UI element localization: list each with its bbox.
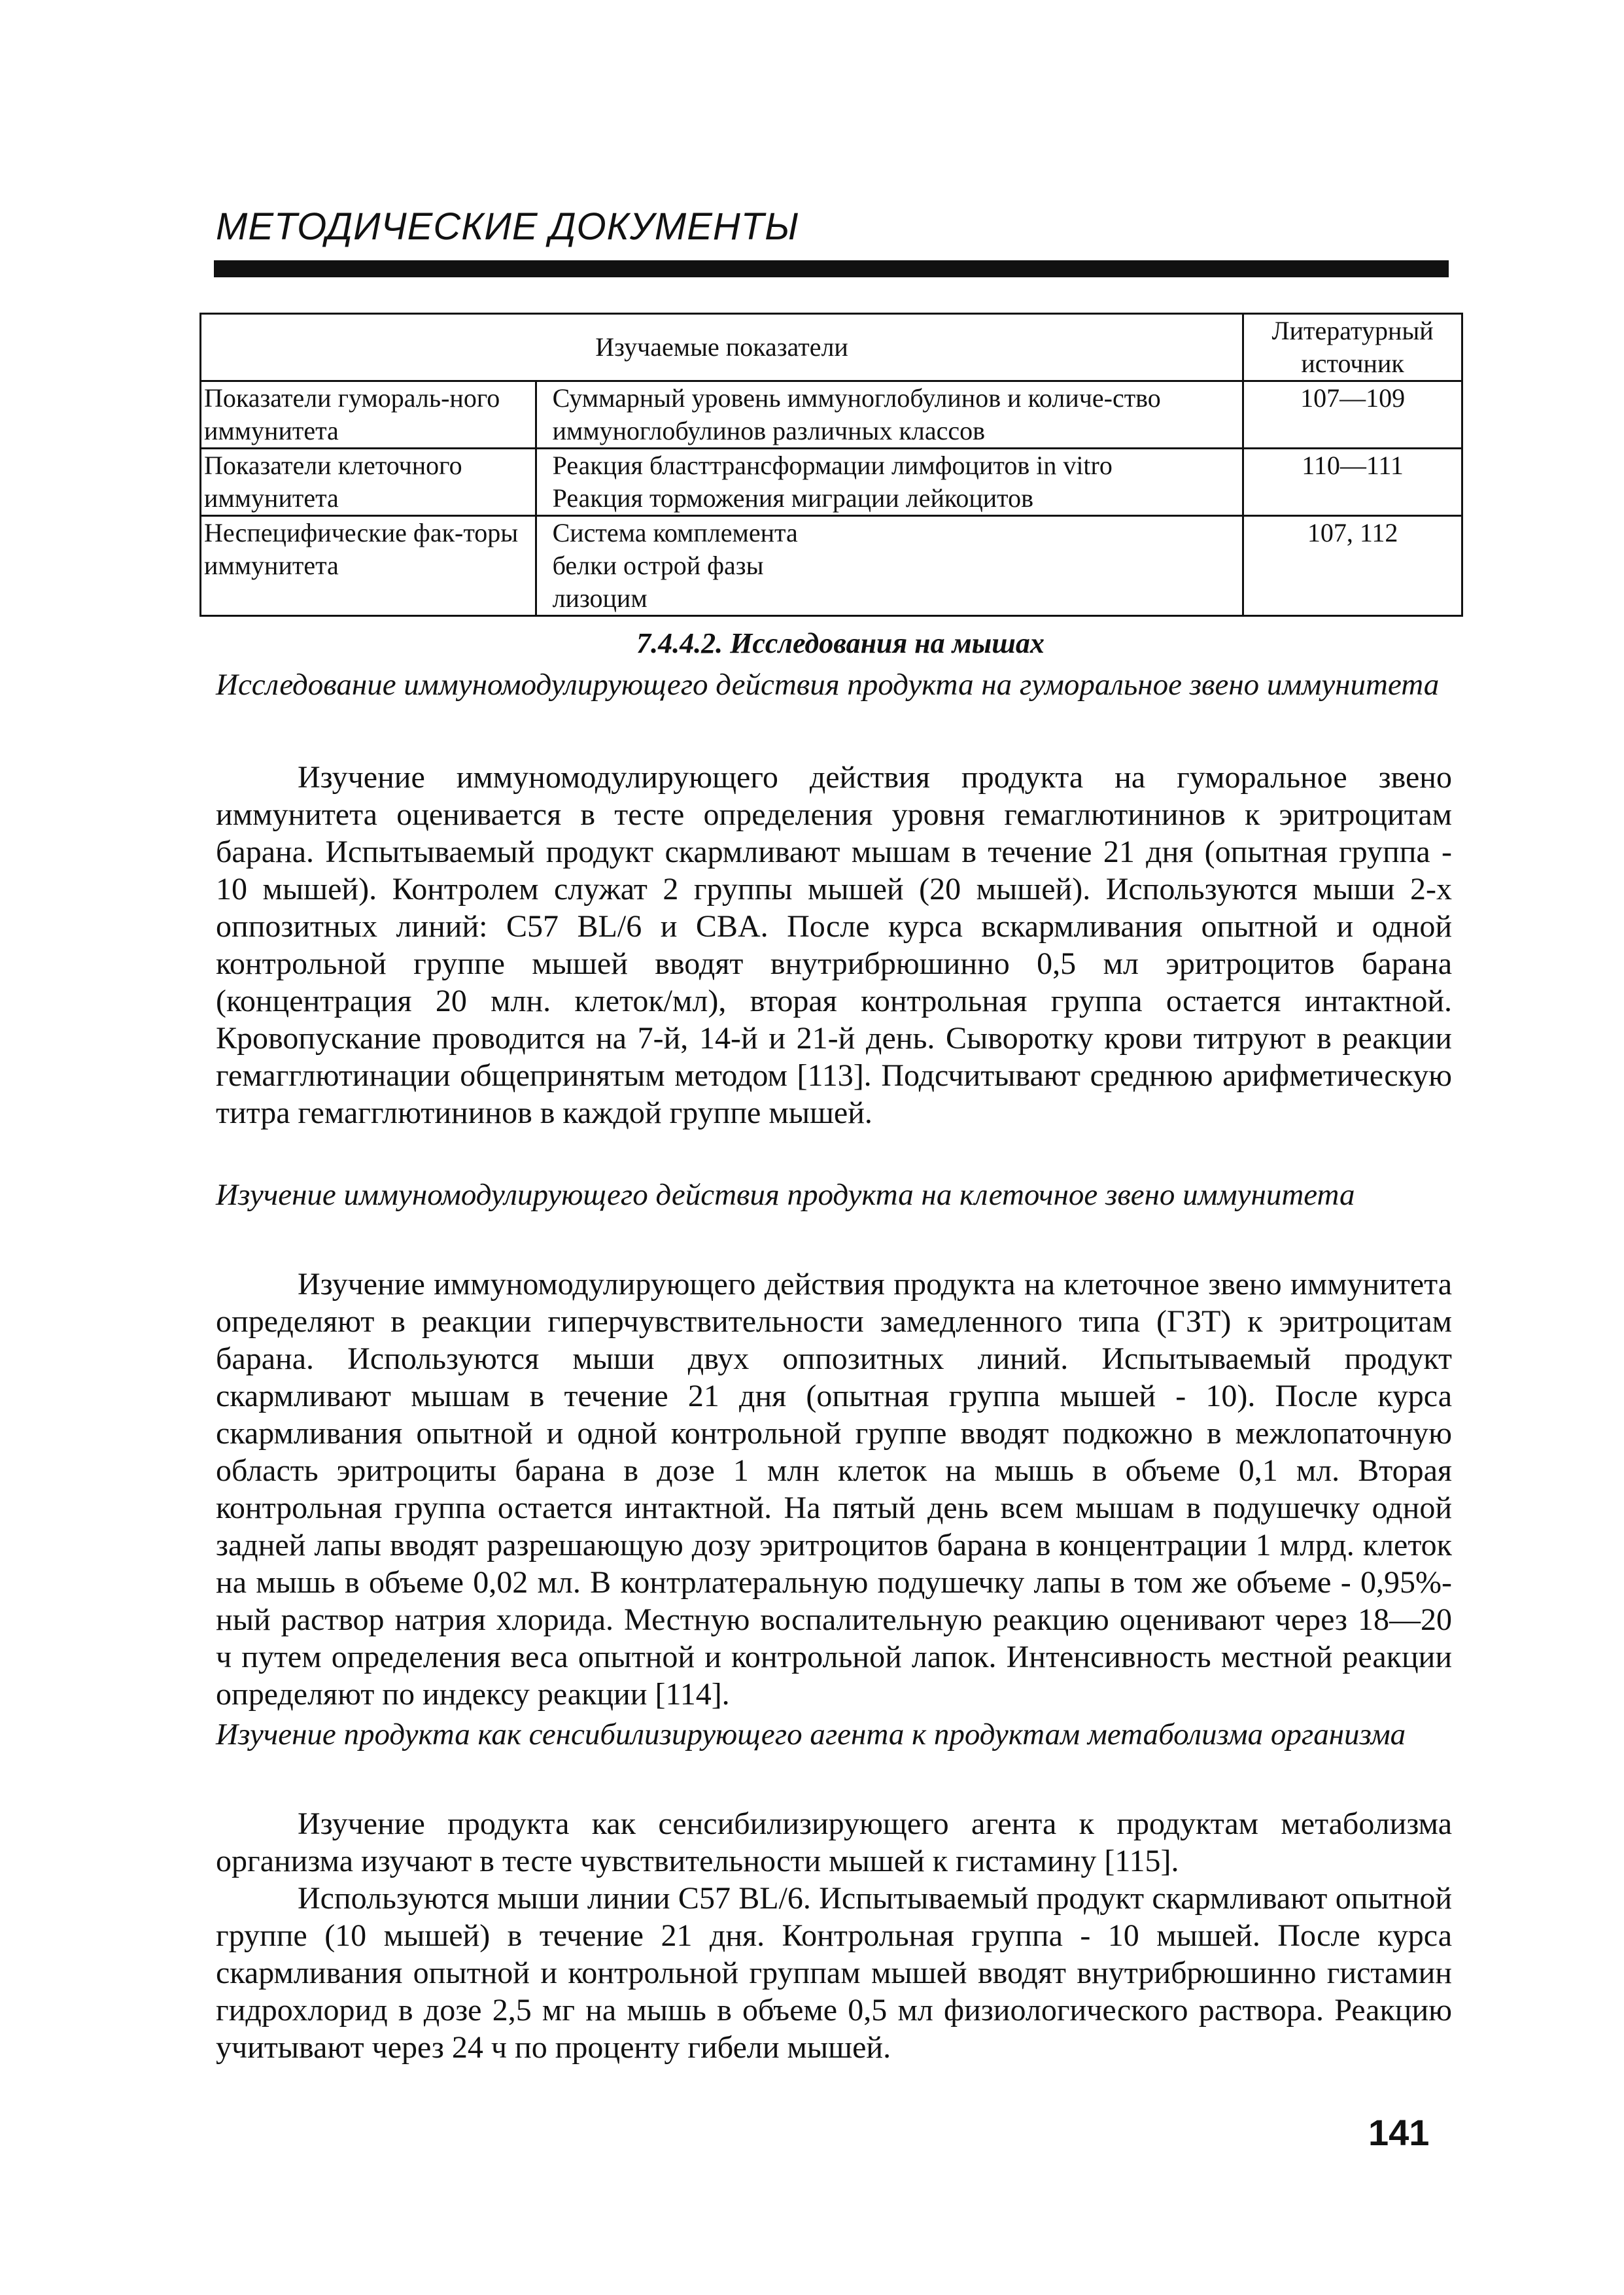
measure-item: Система комплемента	[552, 518, 798, 547]
table-header-row	[201, 314, 1462, 381]
table-cell-measures	[536, 381, 1243, 449]
table-cell-group: Неспецифические фак-торы иммунитета	[201, 516, 536, 616]
subsection-heading: Изучение продукта как сенсибилизирующего агента к продуктам метаболизма организма	[216, 1717, 1406, 1751]
section-heading: 7.4.4.2. Исследования на мышах	[636, 627, 1045, 659]
table-row	[201, 516, 1462, 616]
running-header: МЕТОДИЧЕСКИЕ ДОКУМЕНТЫ	[216, 205, 799, 248]
indicators-table	[199, 313, 1463, 617]
subsection-cellular	[216, 1177, 1452, 1213]
measure-item: Реакция бласттрансформации лимфоцитов in vitro	[552, 451, 1113, 480]
subsection-cellular-body	[216, 1266, 1452, 1713]
paragraph: Используются мыши линии C57 BL/6. Испытываемый продукт скармливают опытной группе (10 мышей) в течение 21 дня. Контрольная группа - 10 мышей. После курса скармливания опытной и контрольной группам мышей вводят внутрибрюшинно гистамин гидрохлорид в дозе 2,5 мг на мышь в объеме 0,5 мл физиологического раствора. Реакцию учитывают через 24 ч по проценту гибели мышей.	[216, 1881, 1452, 2065]
header-rule	[214, 260, 1449, 277]
subsection-sensitization-body	[216, 1805, 1452, 2066]
paragraph: Изучение иммуномодулирующего действия продукта на гуморальное звено иммунитета оценивается в тесте определения уровня гемаглютининов к эритроцитам барана. Испытываемый продукт скармливают мышам в течение 21 дня (опытная группа - 10 мышей). Контролем служат 2 группы мышей (20 мышей). Используются мыши 2-х оппозитных линий: C57 BL/6 и CBA. После курса вскармливания опытной и одной контрольной группе мышей вводят внутрибрюшинно 0,5 мл эритроцитов барана (концентрация 20 млн. клеток/мл), вторая контрольная группа остается интактной. Кровопускание проводится на 7-й, 14-й и 21-й день. Сыворотку крови титруют в реакции гемагглютинации общепринятым методом [113]. Подсчитывают среднюю арифметическую титра гемагглютининов в каждой группе мышей.	[216, 760, 1452, 1130]
table-header-reference: Литературный источник	[1243, 314, 1462, 381]
subsection-humoral-body	[216, 759, 1452, 1131]
subsection-sensitization	[216, 1717, 1452, 1753]
table-cell-group: Показатели гумораль-ного иммунитета	[201, 381, 536, 449]
paragraph: Изучение иммуномодулирующего действия продукта на клеточное звено иммунитета определяют в реакции гиперчувствительности замедленного типа (ГЗТ) к эритроцитам барана. Используются мыши двух оппозитных линий. Испытываемый продукт скармливают мышам в течение 21 дня (опытная группа мышей - 10). После курса скармливания опытной и одной контрольной группе вводят подкожно в межлопаточную область эритроциты барана в дозе 1 млн клеток на мышь в объеме 0,1 мл. Вторая контрольная группа остается интактной. На пятый день всем мышам в подушечку одной задней лапы вводят разрешающую дозу эритроцитов барана в концентрации 1 млрд. клеток на мышь в объеме 0,02 мл. В контрлатеральную подушечку лапы в том же объеме - 0,95%-ный раствор натрия хлорида. Местную воспалительную реакцию оценивают через 18—20 ч путем определения веса опытной и контрольной лапок. Интенсивность местной реакции определяют по индексу реакции [114].	[216, 1267, 1452, 1712]
table-row	[201, 449, 1462, 516]
table-cell-reference: 110—111	[1243, 449, 1462, 516]
table-cell-group: Показатели клеточного иммунитета	[201, 449, 536, 516]
paragraph: Изучение продукта как сенсибилизирующего агента к продуктам метаболизма организма изучают в тесте чувствительности мышей к гистамину [115].	[216, 1806, 1452, 1878]
measure-item: Реакция торможения миграции лейкоцитов	[552, 483, 1033, 513]
table-header-indicators: Изучаемые показатели	[201, 314, 1243, 381]
subsection-heading: Исследование иммуномодулирующего действия продукта на гуморальное звено иммунитета	[216, 668, 1440, 702]
table-cell-reference: 107—109	[1243, 381, 1462, 449]
measure-item: белки острой фазы	[552, 551, 764, 580]
table-cell-measures	[536, 516, 1243, 616]
page-number: 141	[1368, 2112, 1430, 2153]
subsection-heading: Изучение иммуномодулирующего действия продукта на клеточное звено иммунитета	[216, 1178, 1355, 1212]
table-row	[201, 381, 1462, 449]
subsection-humoral	[216, 667, 1452, 703]
table-cell-measures	[536, 449, 1243, 516]
table-cell-reference: 107, 112	[1243, 516, 1462, 616]
measure-item: Суммарный уровень иммуноглобулинов и количе-ство иммуноглобулинов различных классов	[552, 383, 1161, 445]
measure-item: лизоцим	[552, 583, 648, 613]
